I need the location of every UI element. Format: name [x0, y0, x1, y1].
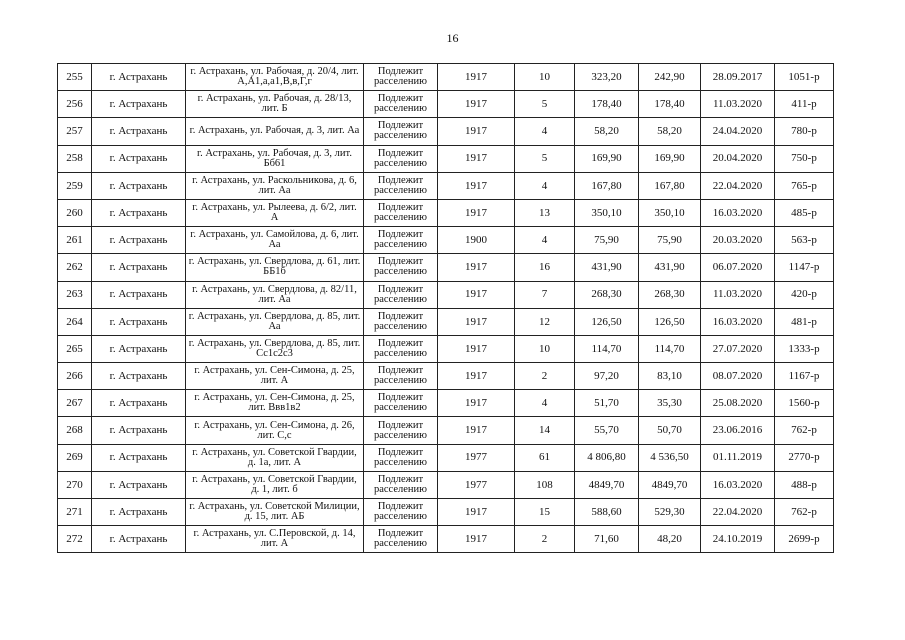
decision-number-cell: 1167-р	[775, 363, 834, 390]
decision-date-cell: 08.07.2020	[701, 363, 775, 390]
decision-number-cell: 411-р	[775, 91, 834, 118]
status-cell: Подлежит расселению	[364, 308, 438, 335]
address-cell: г. Астрахань, ул. Советской Милиции, д. 15, лит. АБ	[186, 499, 364, 526]
year-built-cell: 1917	[438, 390, 515, 417]
residents-count-cell: 15	[515, 499, 575, 526]
row-number-cell: 260	[58, 199, 92, 226]
status-cell: Подлежит расселению	[364, 64, 438, 91]
decision-number-cell: 485-р	[775, 199, 834, 226]
total-area-cell: 114,70	[575, 335, 639, 362]
city-cell: г. Астрахань	[92, 172, 186, 199]
year-built-cell: 1900	[438, 227, 515, 254]
status-cell: Подлежит расселению	[364, 118, 438, 145]
year-built-cell: 1917	[438, 335, 515, 362]
year-built-cell: 1917	[438, 526, 515, 553]
decision-date-cell: 23.06.2016	[701, 417, 775, 444]
year-built-cell: 1917	[438, 64, 515, 91]
total-area-cell: 350,10	[575, 199, 639, 226]
address-cell: г. Астрахань, ул. Сен-Симона, д. 26, лит. С,с	[186, 417, 364, 444]
row-number-cell: 259	[58, 172, 92, 199]
city-cell: г. Астрахань	[92, 526, 186, 553]
living-area-cell: 169,90	[639, 145, 701, 172]
address-cell: г. Астрахань, ул. Советской Гвардии, д. 1а, лит. А	[186, 444, 364, 471]
city-cell: г. Астрахань	[92, 64, 186, 91]
decision-date-cell: 11.03.2020	[701, 91, 775, 118]
total-area-cell: 126,50	[575, 308, 639, 335]
residents-count-cell: 10	[515, 64, 575, 91]
address-cell: г. Астрахань, ул. Свердлова, д. 85, лит. Аа	[186, 308, 364, 335]
table-row	[58, 363, 834, 390]
living-area-cell: 242,90	[639, 64, 701, 91]
status-cell: Подлежит расселению	[364, 281, 438, 308]
city-cell: г. Астрахань	[92, 308, 186, 335]
year-built-cell: 1917	[438, 281, 515, 308]
row-number-cell: 257	[58, 118, 92, 145]
living-area-cell: 50,70	[639, 417, 701, 444]
total-area-cell: 268,30	[575, 281, 639, 308]
total-area-cell: 97,20	[575, 363, 639, 390]
address-cell: г. Астрахань, ул. Сен-Симона, д. 25, лит. Ввв1в2	[186, 390, 364, 417]
status-cell: Подлежит расселению	[364, 444, 438, 471]
table-row	[58, 172, 834, 199]
year-built-cell: 1917	[438, 363, 515, 390]
residents-count-cell: 14	[515, 417, 575, 444]
status-cell: Подлежит расселению	[364, 91, 438, 118]
status-cell: Подлежит расселению	[364, 390, 438, 417]
decision-date-cell: 20.04.2020	[701, 145, 775, 172]
city-cell: г. Астрахань	[92, 118, 186, 145]
residents-count-cell: 4	[515, 118, 575, 145]
city-cell: г. Астрахань	[92, 335, 186, 362]
status-cell: Подлежит расселению	[364, 417, 438, 444]
city-cell: г. Астрахань	[92, 363, 186, 390]
total-area-cell: 588,60	[575, 499, 639, 526]
residents-count-cell: 13	[515, 199, 575, 226]
address-cell: г. Астрахань, ул. Сен-Симона, д. 25, лит. А	[186, 363, 364, 390]
decision-date-cell: 01.11.2019	[701, 444, 775, 471]
decision-number-cell: 420-р	[775, 281, 834, 308]
living-area-cell: 529,30	[639, 499, 701, 526]
residents-count-cell: 7	[515, 281, 575, 308]
address-cell: г. Астрахань, ул. Рылеева, д. 6/2, лит. А	[186, 199, 364, 226]
decision-date-cell: 22.04.2020	[701, 499, 775, 526]
city-cell: г. Астрахань	[92, 145, 186, 172]
residents-count-cell: 4	[515, 390, 575, 417]
table-row	[58, 499, 834, 526]
decision-date-cell: 20.03.2020	[701, 227, 775, 254]
row-number-cell: 267	[58, 390, 92, 417]
status-cell: Подлежит расселению	[364, 471, 438, 498]
year-built-cell: 1917	[438, 118, 515, 145]
living-area-cell: 83,10	[639, 363, 701, 390]
living-area-cell: 4 536,50	[639, 444, 701, 471]
row-number-cell: 256	[58, 91, 92, 118]
living-area-cell: 75,90	[639, 227, 701, 254]
decision-number-cell: 765-р	[775, 172, 834, 199]
decision-date-cell: 16.03.2020	[701, 308, 775, 335]
table-row	[58, 526, 834, 553]
row-number-cell: 266	[58, 363, 92, 390]
decision-date-cell: 28.09.2017	[701, 64, 775, 91]
year-built-cell: 1917	[438, 499, 515, 526]
living-area-cell: 4849,70	[639, 471, 701, 498]
city-cell: г. Астрахань	[92, 227, 186, 254]
year-built-cell: 1917	[438, 308, 515, 335]
decision-date-cell: 27.07.2020	[701, 335, 775, 362]
residents-count-cell: 10	[515, 335, 575, 362]
year-built-cell: 1917	[438, 91, 515, 118]
total-area-cell: 178,40	[575, 91, 639, 118]
decision-number-cell: 1560-р	[775, 390, 834, 417]
decision-date-cell: 22.04.2020	[701, 172, 775, 199]
total-area-cell: 4849,70	[575, 471, 639, 498]
residents-count-cell: 61	[515, 444, 575, 471]
decision-date-cell: 25.08.2020	[701, 390, 775, 417]
decision-number-cell: 1051-р	[775, 64, 834, 91]
residents-count-cell: 2	[515, 363, 575, 390]
address-cell: г. Астрахань, ул. Свердлова, д. 85, лит. Сс1с2с3	[186, 335, 364, 362]
row-number-cell: 258	[58, 145, 92, 172]
table-row	[58, 199, 834, 226]
residents-count-cell: 5	[515, 145, 575, 172]
decision-number-cell: 1147-р	[775, 254, 834, 281]
living-area-cell: 126,50	[639, 308, 701, 335]
total-area-cell: 55,70	[575, 417, 639, 444]
decision-number-cell: 563-р	[775, 227, 834, 254]
residents-count-cell: 2	[515, 526, 575, 553]
address-cell: г. Астрахань, ул. Советской Гвардии, д. 1, лит. б	[186, 471, 364, 498]
total-area-cell: 431,90	[575, 254, 639, 281]
living-area-cell: 268,30	[639, 281, 701, 308]
living-area-cell: 350,10	[639, 199, 701, 226]
decision-number-cell: 481-р	[775, 308, 834, 335]
status-cell: Подлежит расселению	[364, 254, 438, 281]
table-row	[58, 64, 834, 91]
decision-number-cell: 762-р	[775, 499, 834, 526]
table-row	[58, 444, 834, 471]
table-row	[58, 118, 834, 145]
city-cell: г. Астрахань	[92, 471, 186, 498]
year-built-cell: 1977	[438, 471, 515, 498]
row-number-cell: 263	[58, 281, 92, 308]
row-number-cell: 270	[58, 471, 92, 498]
living-area-cell: 167,80	[639, 172, 701, 199]
city-cell: г. Астрахань	[92, 417, 186, 444]
total-area-cell: 71,60	[575, 526, 639, 553]
living-area-cell: 114,70	[639, 335, 701, 362]
status-cell: Подлежит расселению	[364, 145, 438, 172]
year-built-cell: 1917	[438, 172, 515, 199]
table-row	[58, 417, 834, 444]
row-number-cell: 268	[58, 417, 92, 444]
decision-number-cell: 750-р	[775, 145, 834, 172]
year-built-cell: 1917	[438, 145, 515, 172]
year-built-cell: 1917	[438, 417, 515, 444]
decision-date-cell: 16.03.2020	[701, 199, 775, 226]
living-area-cell: 431,90	[639, 254, 701, 281]
row-number-cell: 264	[58, 308, 92, 335]
living-area-cell: 35,30	[639, 390, 701, 417]
address-cell: г. Астрахань, ул. Рабочая, д. 20/4, лит. А,А1,а,а1,В,в,Г,г	[186, 64, 364, 91]
year-built-cell: 1977	[438, 444, 515, 471]
table-row	[58, 471, 834, 498]
housing-registry-table	[57, 63, 834, 553]
total-area-cell: 58,20	[575, 118, 639, 145]
address-cell: г. Астрахань, ул. Рабочая, д. 3, лит. Аа	[186, 118, 364, 145]
residents-count-cell: 4	[515, 172, 575, 199]
total-area-cell: 75,90	[575, 227, 639, 254]
row-number-cell: 271	[58, 499, 92, 526]
address-cell: г. Астрахань, ул. Рабочая, д. 3, лит. Бб61	[186, 145, 364, 172]
residents-count-cell: 5	[515, 91, 575, 118]
decision-date-cell: 24.04.2020	[701, 118, 775, 145]
total-area-cell: 323,20	[575, 64, 639, 91]
city-cell: г. Астрахань	[92, 499, 186, 526]
table-row	[58, 281, 834, 308]
decision-date-cell: 24.10.2019	[701, 526, 775, 553]
address-cell: г. Астрахань, ул. Самойлова, д. 6, лит. Аа	[186, 227, 364, 254]
year-built-cell: 1917	[438, 254, 515, 281]
decision-number-cell: 1333-р	[775, 335, 834, 362]
table-row	[58, 91, 834, 118]
total-area-cell: 169,90	[575, 145, 639, 172]
decision-number-cell: 762-р	[775, 417, 834, 444]
decision-date-cell: 06.07.2020	[701, 254, 775, 281]
decision-date-cell: 11.03.2020	[701, 281, 775, 308]
decision-date-cell: 16.03.2020	[701, 471, 775, 498]
address-cell: г. Астрахань, ул. Свердлова, д. 82/11, лит. Аа	[186, 281, 364, 308]
living-area-cell: 178,40	[639, 91, 701, 118]
row-number-cell: 262	[58, 254, 92, 281]
table-row	[58, 390, 834, 417]
status-cell: Подлежит расселению	[364, 499, 438, 526]
row-number-cell: 255	[58, 64, 92, 91]
decision-number-cell: 488-р	[775, 471, 834, 498]
row-number-cell: 272	[58, 526, 92, 553]
row-number-cell: 261	[58, 227, 92, 254]
status-cell: Подлежит расселению	[364, 227, 438, 254]
living-area-cell: 58,20	[639, 118, 701, 145]
table-row	[58, 227, 834, 254]
address-cell: г. Астрахань, ул. Рабочая, д. 28/13, лит. Б	[186, 91, 364, 118]
status-cell: Подлежит расселению	[364, 335, 438, 362]
year-built-cell: 1917	[438, 199, 515, 226]
residents-count-cell: 4	[515, 227, 575, 254]
residents-count-cell: 16	[515, 254, 575, 281]
table-row	[58, 335, 834, 362]
residents-count-cell: 12	[515, 308, 575, 335]
address-cell: г. Астрахань, ул. Раскольникова, д. 6, лит. Аа	[186, 172, 364, 199]
city-cell: г. Астрахань	[92, 91, 186, 118]
city-cell: г. Астрахань	[92, 281, 186, 308]
residents-count-cell: 108	[515, 471, 575, 498]
table-row	[58, 308, 834, 335]
status-cell: Подлежит расселению	[364, 199, 438, 226]
status-cell: Подлежит расселению	[364, 363, 438, 390]
status-cell: Подлежит расселению	[364, 526, 438, 553]
address-cell: г. Астрахань, ул. С.Перовской, д. 14, лит. А	[186, 526, 364, 553]
status-cell: Подлежит расселению	[364, 172, 438, 199]
total-area-cell: 4 806,80	[575, 444, 639, 471]
table-row	[58, 254, 834, 281]
city-cell: г. Астрахань	[92, 254, 186, 281]
city-cell: г. Астрахань	[92, 199, 186, 226]
row-number-cell: 265	[58, 335, 92, 362]
decision-number-cell: 2770-р	[775, 444, 834, 471]
table-row	[58, 145, 834, 172]
decision-number-cell: 2699-р	[775, 526, 834, 553]
address-cell: г. Астрахань, ул. Свердлова, д. 61, лит. ББ1б	[186, 254, 364, 281]
decision-number-cell: 780-р	[775, 118, 834, 145]
city-cell: г. Астрахань	[92, 390, 186, 417]
row-number-cell: 269	[58, 444, 92, 471]
total-area-cell: 51,70	[575, 390, 639, 417]
city-cell: г. Астрахань	[92, 444, 186, 471]
page-number: 16	[446, 31, 459, 45]
table-body	[58, 64, 834, 553]
living-area-cell: 48,20	[639, 526, 701, 553]
total-area-cell: 167,80	[575, 172, 639, 199]
